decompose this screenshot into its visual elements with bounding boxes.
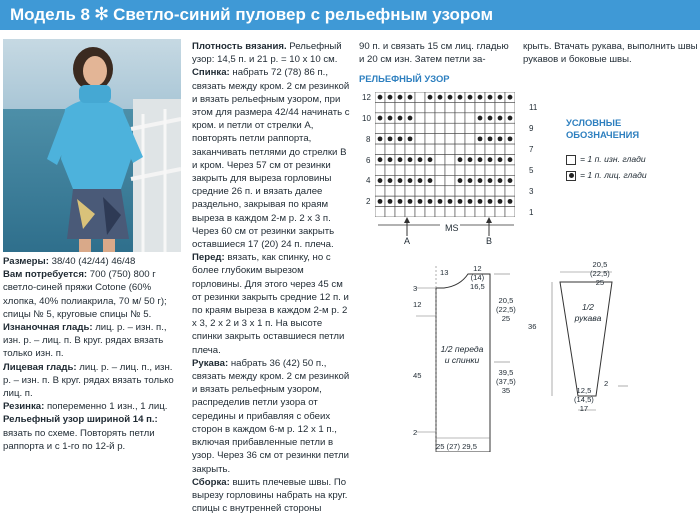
paragraph-heading: Перед: — [192, 252, 225, 264]
grid-cell — [495, 165, 505, 175]
grid-cell — [425, 134, 435, 144]
row-number-left: 2 — [366, 197, 371, 207]
knit-dot — [498, 116, 503, 121]
knit-dot — [388, 157, 393, 162]
header-bar — [0, 0, 700, 30]
grid-cell — [445, 186, 455, 196]
col2-paragraph — [192, 66, 350, 251]
grid-cell — [475, 102, 485, 112]
paragraph-text: 38/40 (42/44) 46/48 — [48, 256, 136, 267]
grid-cell — [415, 186, 425, 196]
grid-cell — [455, 102, 465, 112]
paragraph-text: набрать 72 (78) 86 п., связать между кром. 2 см резинкой и вязать рельефным узором, при этом для размера 42/44 начинать с кром. и петли от стрелки А, повторять петли раппорта, заканчивать петлями до стрелки В и кром. Через 57 см от резинки закрыть для выреза горловины средние 26 п. и вязать далее раздельно, закрывая по краям выреза в каждом 2-м р. 2 х 3 п. Через 60 см от резинки закрыть оставшиеся 17 (20) 24 п. плеча. — [192, 67, 350, 251]
knit-dot — [508, 178, 513, 183]
empty-cell-icon — [566, 155, 576, 165]
knit-dot — [398, 199, 403, 204]
knit-dot — [458, 199, 463, 204]
paragraph-text: лиц. р. – лиц. п., изн. р. – изн. п. В круг. рядах вязать только лиц. п. — [3, 361, 174, 400]
grid-cell — [435, 123, 445, 133]
grid-cell — [385, 165, 395, 175]
row-number-left: 12 — [362, 93, 371, 102]
knit-dot — [488, 199, 493, 204]
dim-13: 13 — [440, 268, 449, 277]
col1-paragraph — [3, 413, 181, 453]
grid-cell — [465, 123, 475, 133]
knit-dot — [458, 178, 463, 183]
grid-cell — [415, 92, 425, 102]
col1-paragraph — [3, 400, 181, 413]
knit-dot — [508, 199, 513, 204]
dim-neck-width: 12 (14) 16,5 — [470, 264, 485, 291]
grid-cell — [485, 144, 495, 154]
stitch-chart — [375, 92, 515, 217]
grid-cell — [435, 134, 445, 144]
grid-cell — [455, 123, 465, 133]
grid-cell — [385, 186, 395, 196]
grid-cell — [445, 113, 455, 123]
knit-dot — [478, 199, 483, 204]
dot-cell-icon — [566, 171, 576, 181]
paragraph-text: набрать 36 (42) 50 п., связать между кром. 2 см резинкой и вязать рельефным узором, распределив петли узора от середины и прибавляя с обеих сторон в каждом 6-м р. 12 х 1 п., включая прибавленные петли в узор. Через 36 см от резинки петли закрыть. — [192, 357, 350, 475]
grid-cell — [405, 144, 415, 154]
grid-cell — [435, 155, 445, 165]
grid-cell — [485, 186, 495, 196]
paragraph-text: вязать по схеме. Повторять петли раппорта и с 1-го по 12-й р. — [3, 427, 155, 452]
grid-cell — [505, 123, 515, 133]
schema-title: РЕЛЬЕФНЫЙ УЗОР — [359, 73, 450, 84]
dim-12: 12 — [413, 300, 422, 309]
star-icon: ✻ — [94, 4, 110, 24]
grid-cell — [495, 123, 505, 133]
knit-dot — [428, 95, 433, 100]
grid-cell — [445, 175, 455, 185]
grid-cell — [485, 123, 495, 133]
grid-cell — [375, 123, 385, 133]
legend-purl: = 1 п. изн. глади — [566, 154, 646, 165]
grid-cell — [425, 113, 435, 123]
grid-cell — [415, 165, 425, 175]
dim-sleeve-bottom: 12,5 (14,5) 17 — [574, 386, 594, 413]
grid-cell — [435, 102, 445, 112]
grid-cell — [385, 102, 395, 112]
paragraph-heading: Рельефный узор шириной 14 п.: — [3, 414, 158, 426]
grid-cell — [395, 165, 405, 175]
knit-dot — [408, 95, 413, 100]
dim-width: 25 (27) 29,5 — [436, 442, 477, 451]
arrow-b-head — [486, 217, 492, 223]
knit-dot — [438, 95, 443, 100]
grid-cell — [405, 186, 415, 196]
paragraph-text: Рельефный узор: 14,5 п. и 21 р. = 10 х 10 см. — [192, 41, 342, 66]
dim-sleeve-2: 2 — [604, 379, 609, 388]
grid-cell — [465, 134, 475, 144]
knit-dot — [398, 95, 403, 100]
col1-paragraph — [3, 361, 181, 401]
grid-cell — [395, 186, 405, 196]
assembly-text-end — [523, 40, 698, 66]
knit-dot — [508, 157, 513, 162]
knit-dot — [408, 199, 413, 204]
knit-dot — [498, 157, 503, 162]
grid-cell — [375, 102, 385, 112]
knit-dot — [408, 116, 413, 121]
grid-cell — [465, 113, 475, 123]
grid-cell — [435, 175, 445, 185]
col2-paragraph — [192, 40, 350, 66]
knit-dot — [448, 199, 453, 204]
col1-paragraph — [3, 255, 181, 268]
col2-paragraph — [192, 476, 350, 515]
grid-cell — [395, 102, 405, 112]
chart-markers — [370, 214, 520, 238]
dim-2: 2 — [413, 428, 418, 437]
grid-cell — [425, 144, 435, 154]
knit-dot — [478, 157, 483, 162]
paragraph-heading: Изнаночная гладь: — [3, 322, 93, 334]
photo-illustration — [3, 39, 181, 252]
knit-dot — [428, 157, 433, 162]
grid-cell — [465, 102, 475, 112]
knit-dot — [418, 157, 423, 162]
assembly-text-continued — [359, 40, 511, 66]
col1-paragraph — [3, 268, 181, 321]
knit-dot — [488, 157, 493, 162]
knit-dot — [398, 178, 403, 183]
knit-dot — [408, 157, 413, 162]
marker-ms: MS — [445, 223, 459, 233]
grid-cell — [445, 123, 455, 133]
knit-dot — [428, 178, 433, 183]
knit-dot — [498, 136, 503, 141]
grid-cell — [445, 144, 455, 154]
grid-cell — [455, 165, 465, 175]
knit-dot — [408, 178, 413, 183]
grid-cell — [465, 144, 475, 154]
grid-cell — [415, 123, 425, 133]
knit-dot — [388, 178, 393, 183]
grid-cell — [395, 144, 405, 154]
grid-cell — [445, 102, 455, 112]
paragraph-heading: Спинка: — [192, 67, 230, 79]
knit-dot — [388, 199, 393, 204]
paragraph-heading: Вам потребуется: — [3, 269, 88, 281]
knit-dot — [478, 116, 483, 121]
paragraph-text: вязать, как спинку, но с более глубоким вырезом горловины. Для этого через 45 см от резинки закрыть средние 12 п. и по краям выреза в каждом 2-м р. 2 х 3, 2 х 2 и 3 х 1 п. На высоте спинки закрыть оставшиеся петли плеча. — [192, 252, 349, 356]
knit-dot — [478, 95, 483, 100]
knit-dot — [508, 95, 513, 100]
knit-dot — [448, 95, 453, 100]
marker-a: A — [404, 236, 411, 246]
row-number-right: 1 — [529, 207, 534, 217]
knit-dot — [498, 199, 503, 204]
grid-cell — [385, 123, 395, 133]
knit-dot — [498, 178, 503, 183]
knit-dot — [488, 95, 493, 100]
grid-cell — [505, 165, 515, 175]
grid-cell — [455, 134, 465, 144]
body-piece-label: 1/2 переда и спинки — [440, 344, 484, 365]
grid-cell — [425, 186, 435, 196]
row-number-left: 4 — [366, 176, 371, 186]
knit-dot — [488, 116, 493, 121]
knit-dot — [468, 95, 473, 100]
knit-dot — [458, 95, 463, 100]
knit-dot — [508, 116, 513, 121]
paragraph-text: 700 (750) 800 г светло-синей пряжи Cotone (60% хлопка, 40% полиакрила, 70 м/ 50 г); спицы № 5, круговые спицы № 5. — [3, 269, 167, 320]
grid-cell — [465, 186, 475, 196]
col2-paragraph — [192, 357, 350, 476]
knit-dot — [458, 157, 463, 162]
paragraph-heading: Размеры: — [3, 256, 49, 267]
grid-cell — [415, 144, 425, 154]
knit-dot — [398, 157, 403, 162]
grid-cell — [455, 144, 465, 154]
grid-cell — [415, 113, 425, 123]
dim-3: 3 — [413, 284, 418, 293]
grid-cell — [375, 186, 385, 196]
knit-dot — [378, 157, 383, 162]
grid-cell — [405, 123, 415, 133]
grid-cell — [485, 165, 495, 175]
grid-cell — [405, 102, 415, 112]
grid-cell — [505, 186, 515, 196]
grid-cell — [495, 186, 505, 196]
dim-sleeve-36: 36 — [528, 322, 537, 331]
paragraph-heading: Лицевая гладь: — [3, 361, 77, 373]
grid-cell — [425, 102, 435, 112]
knit-dot — [478, 136, 483, 141]
row-number-left: 6 — [366, 155, 371, 165]
grid-cell — [435, 165, 445, 175]
knit-dot — [508, 136, 513, 141]
grid-cell — [435, 186, 445, 196]
grid-cell — [485, 102, 495, 112]
paragraph-heading: Плотность вязания. — [192, 41, 287, 52]
grid-cell — [445, 134, 455, 144]
knit-dot — [378, 95, 383, 100]
knit-dot — [488, 136, 493, 141]
row-number-right: 5 — [529, 165, 534, 175]
knit-dot — [428, 199, 433, 204]
paragraph-text: вшить плечевые швы. По вырезу горловины набрать на круг. спицы с внутренней стороны — [192, 476, 348, 515]
grid-cell — [375, 144, 385, 154]
paragraph-heading: Рукава: — [192, 357, 229, 369]
grid-cell — [415, 134, 425, 144]
materials-column — [3, 255, 181, 453]
row-number-left: 10 — [362, 113, 371, 123]
grid-cell — [445, 165, 455, 175]
row-number-right: 9 — [529, 124, 534, 134]
legend-title: УСЛОВНЫЕ ОБОЗНАЧЕНИЯ — [566, 117, 640, 140]
row-number-right: 3 — [529, 186, 534, 196]
grid-cell — [495, 102, 505, 112]
grid-cell — [385, 144, 395, 154]
knit-dot — [378, 136, 383, 141]
grid-cell — [445, 155, 455, 165]
knit-dot — [388, 136, 393, 141]
knit-dot — [488, 178, 493, 183]
knit-dot — [378, 178, 383, 183]
knit-dot — [468, 199, 473, 204]
knit-dot — [418, 178, 423, 183]
grid-cell — [505, 144, 515, 154]
grid-cell — [395, 123, 405, 133]
knit-dot — [498, 95, 503, 100]
knit-dot — [468, 157, 473, 162]
knit-dot — [398, 136, 403, 141]
dim-armhole: 20,5 (22,5) 25 — [496, 296, 516, 323]
assembly-text-part2: крыть. Втачать рукава, выполнить швы рукавов и боковые швы. — [523, 41, 698, 66]
grid-cell — [475, 165, 485, 175]
knit-dot — [388, 95, 393, 100]
grid-cell — [505, 102, 515, 112]
row-number-right: 11 — [529, 103, 538, 113]
grid-cell — [435, 113, 445, 123]
grid-cell — [425, 165, 435, 175]
instructions-column — [192, 40, 350, 515]
grid-cell — [465, 165, 475, 175]
grid-cell — [455, 186, 465, 196]
knit-dot — [398, 116, 403, 121]
legend-knit: = 1 п. лиц. глади — [566, 170, 647, 181]
knit-dot — [378, 199, 383, 204]
paragraph-heading: Сборка: — [192, 476, 230, 488]
knit-dot — [418, 199, 423, 204]
page-title: Модель 8 ✻ Светло-синий пуловер с рельефным узором — [10, 4, 494, 24]
arrow-a-head — [404, 217, 410, 223]
knit-dot — [468, 178, 473, 183]
grid-cell — [415, 102, 425, 112]
grid-cell — [475, 186, 485, 196]
col1-paragraph — [3, 321, 181, 361]
dim-45: 45 — [413, 371, 422, 380]
stitch-grid — [375, 92, 515, 217]
paragraph-text: попеременно 1 изн., 1 лиц. — [44, 401, 168, 413]
knit-dot — [378, 116, 383, 121]
paragraph-text: лиц. р. – изн. п., изн. р. – лиц. п. В круг. рядах вязать только изн. п. — [3, 322, 167, 360]
model-photo — [3, 39, 181, 252]
assembly-text-part1: 90 п. и связать 15 см лиц. гладью и 20 см изн. Затем петли за- — [359, 41, 509, 66]
sleeve-piece-label: 1/2 рукава — [574, 302, 602, 323]
row-number-left: 8 — [366, 134, 371, 144]
grid-cell — [405, 165, 415, 175]
grid-cell — [475, 144, 485, 154]
grid-cell — [375, 165, 385, 175]
grid-cell — [425, 123, 435, 133]
knit-dot — [388, 116, 393, 121]
grid-cell — [475, 123, 485, 133]
knit-dot — [478, 178, 483, 183]
row-number-right: 7 — [529, 145, 534, 155]
grid-cell — [455, 113, 465, 123]
col2-paragraph — [192, 251, 350, 357]
grid-cell — [435, 144, 445, 154]
dim-sleeve-top: 20,5 (22,5) 25 — [590, 260, 610, 287]
paragraph-heading: Резинка: — [3, 401, 45, 413]
grid-cell — [495, 144, 505, 154]
marker-b: B — [486, 236, 493, 246]
knit-dot — [408, 136, 413, 141]
dim-side: 39,5 (37,5) 35 — [496, 368, 516, 395]
knit-dot — [438, 199, 443, 204]
